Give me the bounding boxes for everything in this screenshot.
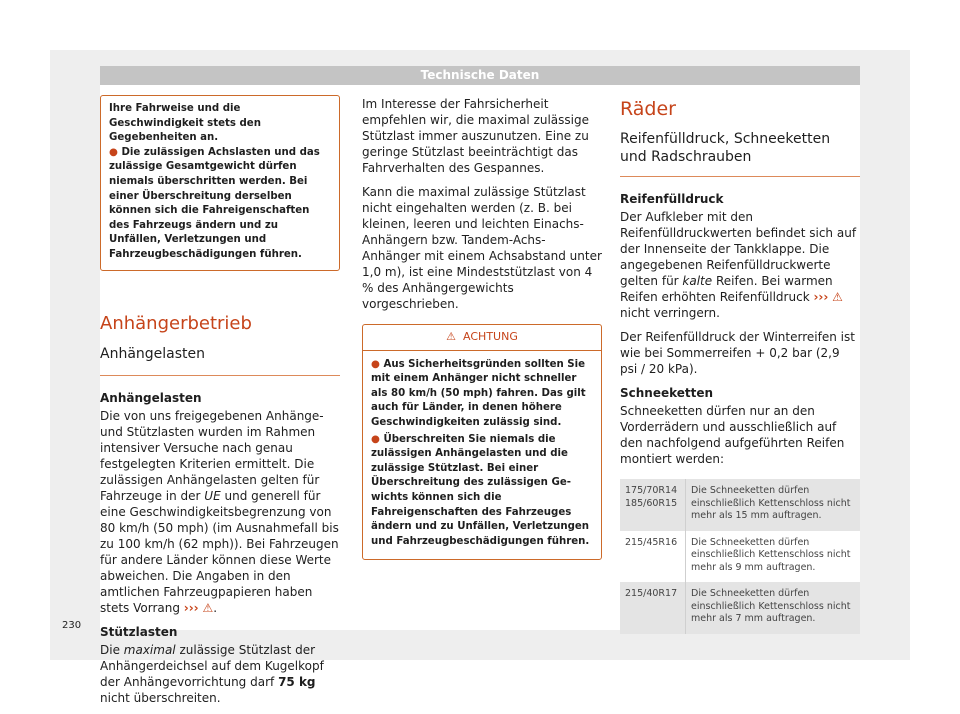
page-number: 230 [62,620,82,631]
table-row [620,582,860,634]
tyre-size-cell: 175/70R14 185/60R15 [620,479,686,531]
bullet-icon: ● [109,146,118,158]
paragraph-fahrsicherheit: Im Interesse der Fahrsicherheit empfehlen wir, die maximal zulässige Stützlast immer auszunutzen. Eine zu geringe Stützlast beeinträchtigt das Fahrverhalten des Gespannes. Kann die maximal zulässige Stützlast nicht eingehalten werden (z. B. bei kleinen, leeren und leichten Einachs-Anhängern bzw. Tandem-Achs-Anhänger mit einem Achsabstand unter 1,0 m), ist eine Mindeststützlast von 4 % des Anhängergewichts vorgeschrieben. [362,97,602,311]
chain-description-cell: Die Schneeketten dürfen einschließlich Kettenschloss nicht mehr als 15 mm auftragen. [686,479,861,531]
achtung-box [362,324,602,560]
bullet-icon: ● [371,433,380,445]
table-row [620,531,860,583]
paragraph-anhaengelasten: Die von uns freigegebenen Anhänge- und Stützlasten wurden im Rahmen intensiver Versuche nach genau festgelegten Kriterien ermittelt. Die zulässigen Anhängelasten gelten für Fahrzeuge in der UE und generell für eine Geschwindigkeitsbegrenzung von 80 km/h (50 mph) (im Ausnahmefall bis zu 100 km/h (62 mph)). Bei Fahrzeugen für andere Länder können diese Werte abweichen. Die Angaben in den amtlichen Fahrzeugpapieren haben stets Vorrang ››› ⚠. [100,408,339,615]
subheading-schneeketten: Schneeketten [620,386,714,400]
subheading-anhaengelasten: Anhängelasten [100,390,202,405]
paragraph-reifenfuelldruck: Der Aufkleber mit den Reifenfülldruckwerten befindet sich auf der Innenseite der Tankklappe. Die angegebenen Reifenfülldruckwerte gelten für kalte Reifen. Bei warmen Reifen erhöhten Reifenfülldruck ››› ⚠ nicht verringern. Der Reifenfülldruck der Winterreifen ist wie bei Sommerreifen + 0,2 bar (2,9 psi / 20 kPa). [620,210,857,376]
bullet-icon: ● [371,358,380,370]
warning-intro: Ihre Fahrweise und die Geschwindigkeit stets den Gegebenheiten an. [109,103,261,144]
warning-triangle-icon[interactable]: ⚠ [832,290,843,304]
tyre-size-cell: 215/40R17 [620,582,686,634]
reference-arrows-icon[interactable]: ››› [813,290,829,304]
achtung-bullet-item: ● Aus Sicherheitsgründen sollten Sie mit einem Anhänger nicht schneller als 80 km/h (50 mph) fahren. Das gilt auch für Länder, in denen höhere Geschwindigkeiten zulässig sind. [371,358,586,428]
subheading-reifenfuelldruck: Reifenfülldruck [620,192,724,206]
chapter-title: Anhängerbetrieb [100,312,252,334]
paragraph-schneeketten: Schneeketten dürfen nur an den Vorderrädern und ausschließlich auf den nachfolgend aufgeführten Reifen montiert werden: [620,404,845,466]
column-middle [362,95,602,560]
achtung-body [363,351,601,560]
warning-triangle-icon[interactable]: ⚠ [202,600,214,615]
warning-bullet-text: Die zulässigen Achslasten und das zulässige Gesamtgewicht dürfen niemals überschritten werden. Bei einer Überschreitung derselben können sich die Fahreigenschaften des Fahrzeugs ändern und zu Unfällen, Verletzungen und Fahrzeugbeschädigungen führen. [109,146,320,260]
column-right [620,95,860,634]
chain-description-cell: Die Schneeketten dürfen einschließlich Kettenschloss nicht mehr als 7 mm auftragen. [686,582,861,634]
snow-chain-table [620,479,860,634]
achtung-bullet-item: ● Überschreiten Sie niemals die zulässigen Anhängelasten und die zulässige Stützlast. Bei einer Überschreitung des zulässigen Gewichts können sich die Fahreigenschaften des Fahrzeuges ändern und zu Unfällen, Verletzungen und Fahrzeugbeschädigungen führen. [371,433,590,547]
achtung-header [363,325,601,351]
column-left [100,95,340,714]
reference-arrows-icon[interactable]: ››› [183,600,199,615]
paragraph-stuetzlasten: Die maximal zulässige Stützlast der Anhängerdeichsel auf dem Kugelkopf der Anhängevorrichtung darf 75 kg nicht überschreiten. [100,642,324,705]
table-row [620,479,860,531]
section-title: Anhängelasten [100,345,340,376]
subheading-stuetzlasten: Stützlasten [100,624,178,639]
achtung-label: ACHTUNG [463,330,518,343]
warning-box-continued [100,95,340,271]
chain-description-cell: Die Schneeketten dürfen einschließlich Kettenschloss nicht mehr als 9 mm auftragen. [686,531,861,583]
chapter-title: Räder [620,98,676,120]
page-header: Technische Daten [100,66,860,85]
warning-triangle-icon: ⚠ [446,330,457,343]
tyre-size-cell: 215/45R16 [625,536,678,548]
section-title: Reifenfülldruck, Schneeketten und Radschrauben [620,130,860,177]
warning-bullet-item [109,146,331,263]
